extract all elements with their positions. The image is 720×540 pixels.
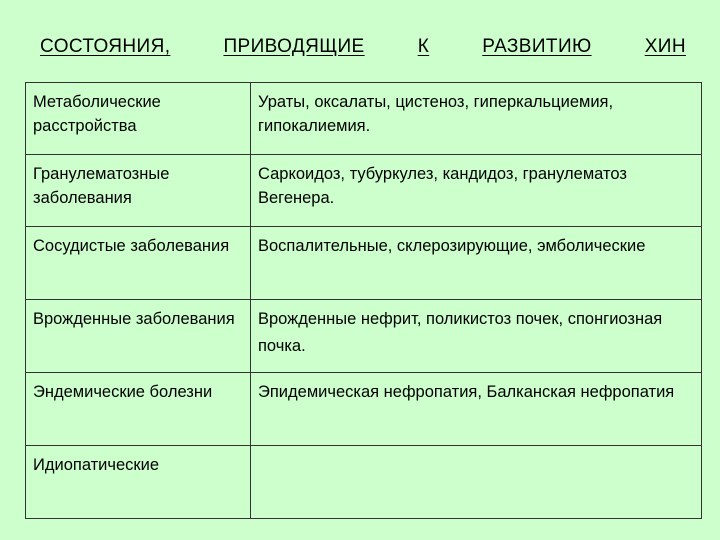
condition-cell: Гранулематозные заболевания xyxy=(26,155,251,227)
examples-cell: Врожденные нефрит, поликистоз почек, спонгиозная почка. xyxy=(251,300,702,373)
title-word: РАЗВИТИЮ xyxy=(482,36,592,57)
condition-cell: Врожденные заболевания xyxy=(26,300,251,373)
condition-cell: Сосудистые заболевания xyxy=(26,227,251,300)
condition-cell: Идиопатические xyxy=(26,446,251,519)
table-row xyxy=(26,446,702,519)
examples-cell xyxy=(251,446,702,519)
table-row xyxy=(26,83,702,155)
condition-cell: Метаболические расстройства xyxy=(26,83,251,155)
conditions-table xyxy=(25,82,702,519)
table-row xyxy=(26,227,702,300)
table-row xyxy=(26,155,702,227)
examples-cell: Ураты, оксалаты, цистеноз, гиперкальциемия, гипокалиемия. xyxy=(251,83,702,155)
table-row xyxy=(26,373,702,446)
table-row xyxy=(26,300,702,373)
examples-cell: Воспалительные, склерозирующие, эмболические xyxy=(251,227,702,300)
title-word: ПРИВОДЯЩИЕ xyxy=(223,36,365,57)
title-word: К xyxy=(417,36,430,57)
examples-cell: Эпидемическая нефропатия, Балканская нефропатия xyxy=(251,373,702,446)
slide-title xyxy=(40,36,686,62)
title-word: СОСТОЯНИЯ, xyxy=(40,36,171,57)
title-word: ХИН xyxy=(644,36,686,57)
condition-cell: Эндемические болезни xyxy=(26,373,251,446)
examples-cell: Саркоидоз, тубуркулез, кандидоз, гранулематоз Вегенера. xyxy=(251,155,702,227)
